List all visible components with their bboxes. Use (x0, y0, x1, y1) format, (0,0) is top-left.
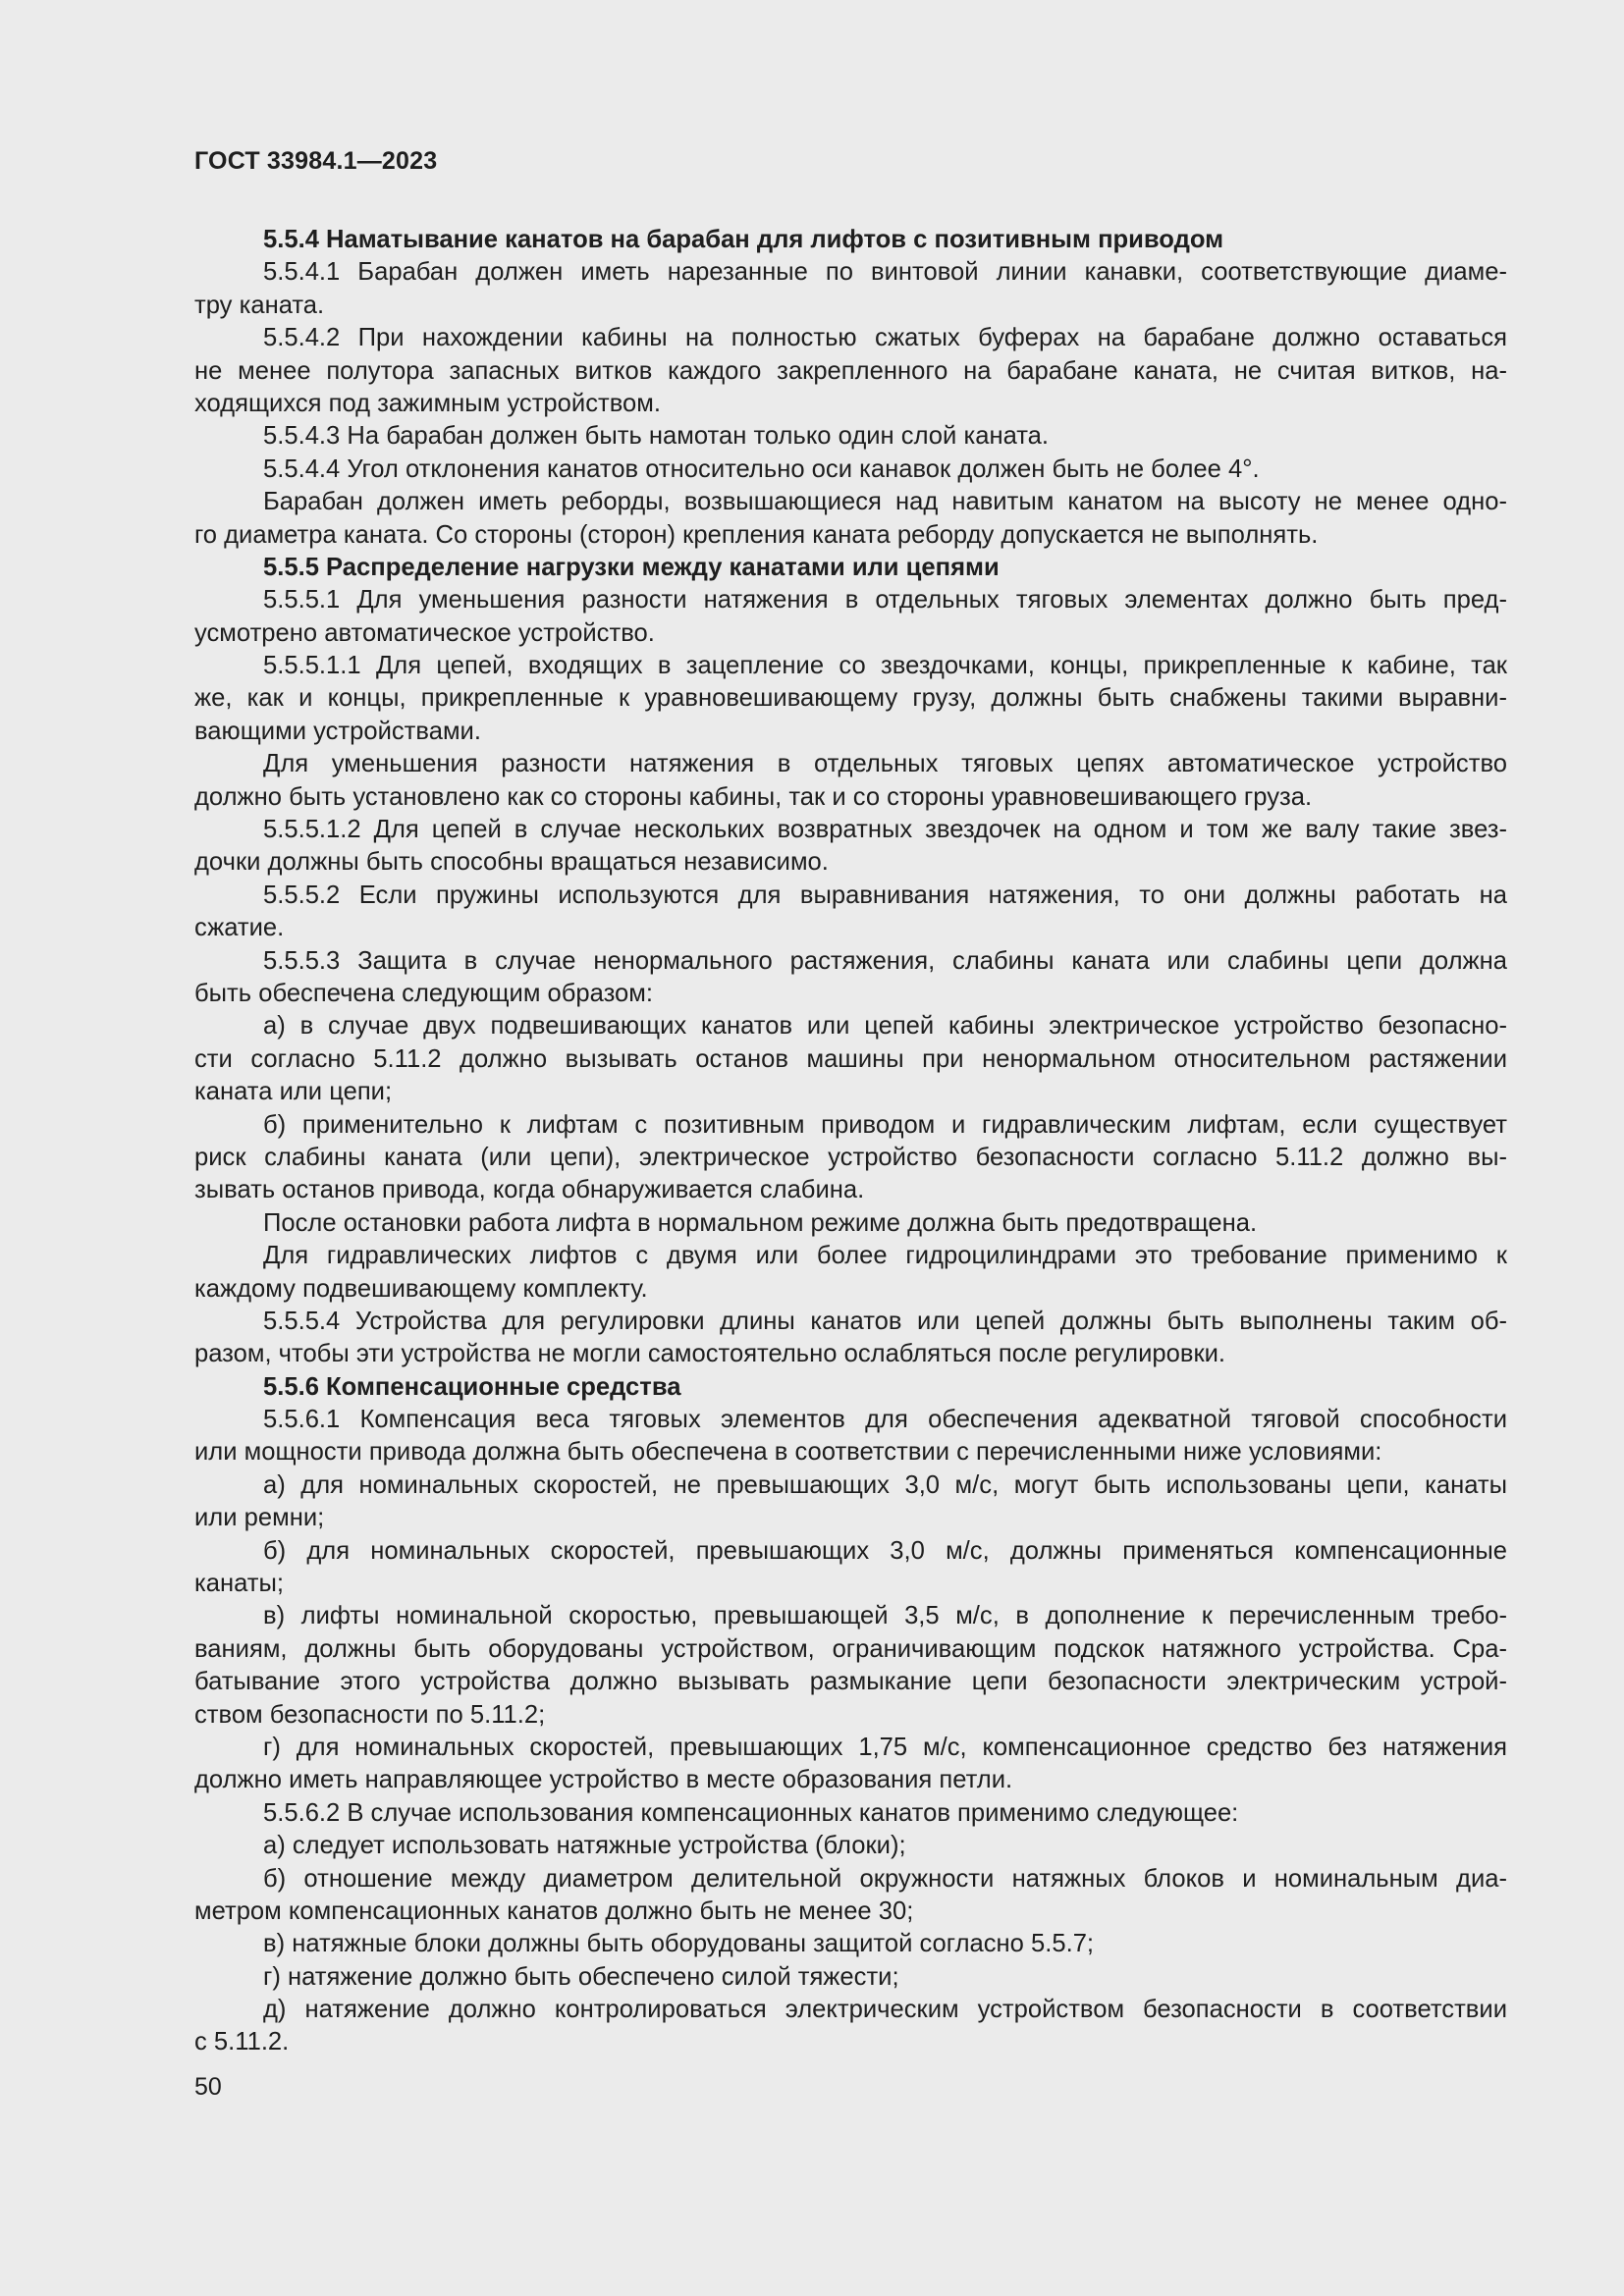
text-line: Для уменьшения разности натяжения в отдельных тяговых цепях автоматическое устройство (263, 750, 1507, 778)
text-line: усмотрено автоматическое устройство. (194, 618, 655, 647)
text-line: 5.5.5.2 Если пружины используются для выравнивания натяжения, то они должны работать на (263, 881, 1507, 909)
text-line: 5.5.6.1 Компенсация веса тяговых элементов для обеспечения адекватной тяговой способности (263, 1406, 1507, 1434)
text-line: б) применительно к лифтам с позитивным приводом и гидравлическим лифтам, если существует (263, 1110, 1507, 1139)
text-line: а) в случае двух подвешивающих канатов или цепей кабины электрическое устройство безопасно- (263, 1012, 1507, 1041)
text-line: не менее полутора запасных витков каждого закрепленного на барабане каната, не считая витков, на- (194, 356, 1507, 385)
text-line: ством безопасности по 5.11.2; (194, 1700, 546, 1729)
text-line: го диаметра каната. Со стороны (сторон) крепления каната реборду допускается не выполнять. (194, 520, 1319, 549)
text-line: тру каната. (194, 291, 325, 319)
section-heading-line: 5.5.6 Компенсационные средства (263, 1372, 681, 1401)
page-number: 50 (194, 2073, 222, 2101)
text-line: сти согласно 5.11.2 должно вызывать останов машины при ненормальном относительном растяжении (194, 1044, 1507, 1073)
text-line: или ремни; (194, 1504, 325, 1532)
text-line: Барабан должен иметь реборды, возвышающиеся над навитым канатом на высоту не менее одно- (263, 488, 1507, 516)
section-heading-line: 5.5.5 Распределение нагрузки между канатами или цепями (263, 553, 1000, 581)
text-line: 5.5.5.1.1 Для цепей, входящих в зацепление со звездочками, концы, прикрепленные к кабине, так (263, 652, 1507, 680)
text-line: каждому подвешивающему комплекту. (194, 1274, 648, 1303)
text-line: а) следует использовать натяжные устройства (блоки); (263, 1832, 906, 1860)
text-line: в) натяжные блоки должны быть оборудованы защитой согласно 5.5.7; (263, 1930, 1095, 1958)
text-line: быть обеспечена следующим образом: (194, 979, 653, 1007)
text-line: разом, чтобы эти устройства не могли самостоятельно ослабляться после регулировки. (194, 1340, 1226, 1368)
text-line: батывание этого устройства должно вызывать размыкание цепи безопасности электрическим устрой- (194, 1668, 1507, 1696)
text-line: б) для номинальных скоростей, превышающих 3,0 м/с, должны применяться компенсационные (263, 1536, 1507, 1565)
text-line: или мощности привода должна быть обеспечена в соответствии с перечисленными ниже условиями: (194, 1438, 1382, 1467)
text-line: сжатие. (194, 914, 285, 942)
text-line: 5.5.4.4 Угол отклонения канатов относительно оси канавок должен быть не более 4°. (263, 454, 1260, 483)
section-heading-line: 5.5.4 Наматывание канатов на барабан для лифтов с позитивным приводом (263, 226, 1224, 253)
text-line: 5.5.5.3 Защита в случае ненормального растяжения, слабины каната или слабины цепи должна (263, 946, 1507, 975)
text-line: зывать останов привода, когда обнаруживается слабина. (194, 1176, 865, 1204)
text-line: г) для номинальных скоростей, превышающих 1,75 м/с, компенсационное средство без натяжения (263, 1733, 1507, 1761)
text-line: с 5.11.2. (194, 2028, 290, 2056)
text-line: метром компенсационных канатов должно быть не менее 30; (194, 1896, 914, 1925)
document-body (194, 224, 1507, 2059)
text-line: а) для номинальных скоростей, не превышающих 3,0 м/с, могут быть использованы цепи, канаты (263, 1470, 1507, 1499)
text-line: 5.5.4.2 При нахождении кабины на полностью сжатых буферах на барабане должно оставаться (263, 324, 1507, 352)
text-line: дочки должны быть способны вращаться независимо. (194, 848, 829, 877)
text-line: ходящихся под зажимным устройством. (194, 389, 661, 417)
text-line: г) натяжение должно быть обеспечено силой тяжести; (263, 1962, 899, 1991)
text-line: канаты; (194, 1570, 285, 1598)
text-line: 5.5.5.1 Для уменьшения разности натяжения в отдельных тяговых элементах должно быть пред- (263, 586, 1507, 614)
document-code-header: ГОСТ 33984.1—2023 (194, 147, 438, 175)
text-line: же, как и концы, прикрепленные к уравновешивающему грузу, должны быть снабжены такими выравни- (194, 684, 1507, 713)
text-line: 5.5.6.2 В случае использования компенсационных канатов применимо следующее: (263, 1798, 1239, 1827)
text-line: вающими устройствами. (194, 717, 481, 745)
text-line: 5.5.4.1 Барабан должен иметь нарезанные по винтовой линии канавки, соответствующие диаме- (263, 258, 1507, 287)
text-line: каната или цепи; (194, 1078, 393, 1106)
text-line: После остановки работа лифта в нормальном режиме должна быть предотвращена. (263, 1208, 1258, 1237)
text-line: д) натяжение должно контролироваться электрическим устройством безопасности в соответствии (263, 1996, 1507, 2024)
text-line: риск слабины каната (или цепи), электрическое устройство безопасности согласно 5.11.2 должно вы- (194, 1143, 1507, 1171)
text-line: должно быть установлено как со стороны кабины, так и со стороны уравновешивающего груза. (194, 782, 1313, 811)
text-line: 5.5.4.3 На барабан должен быть намотан только один слой каната. (263, 422, 1050, 451)
text-line: в) лифты номинальной скоростью, превышающей 3,5 м/с, в дополнение к перечисленным требо- (263, 1602, 1507, 1630)
text-line: б) отношение между диаметром делительной окружности натяжных блоков и номинальным диа- (263, 1864, 1507, 1893)
text-line: 5.5.5.1.2 Для цепей в случае нескольких возвратных звездочек на одном и том же валу такие звез- (263, 816, 1507, 844)
text-line: ваниям, должны быть оборудованы устройством, ограничивающим подскок натяжного устройства. Сра- (194, 1634, 1507, 1663)
text-line: Для гидравлических лифтов с двумя или более гидроцилиндрами это требование применимо к (263, 1242, 1507, 1270)
text-line: должно иметь направляющее устройство в месте образования петли. (194, 1766, 1013, 1794)
text-line: 5.5.5.4 Устройства для регулировки длины канатов или цепей должны быть выполнены таким об- (263, 1307, 1507, 1335)
